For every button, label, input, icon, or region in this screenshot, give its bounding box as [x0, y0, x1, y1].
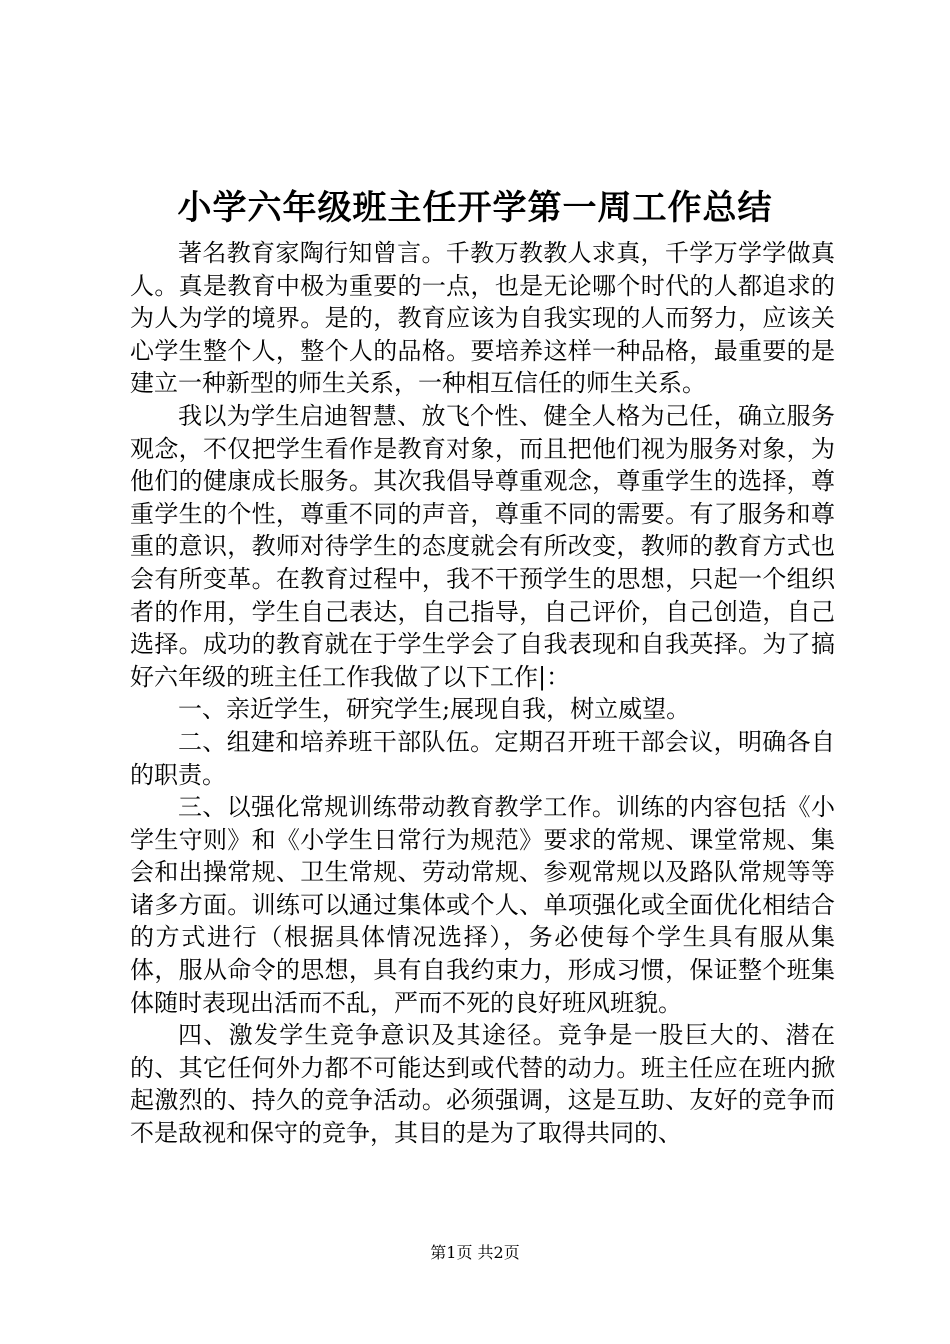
- page-number-footer: 第1页 共2页: [430, 1243, 520, 1262]
- paragraph-service-philosophy: 我以为学生启迪智慧、放飞个性、健全人格为己任，确立服务观念，不仅把学生看作是教育对象，而且把他们视为服务对象，为他们的健康成长服务。其次我倡导尊重观念，尊重学生的选择，尊重学生的个性，尊重不同的声音，尊重不同的需要。有了服务和尊重的意识，教师对待学生的态度就会有所改变，教师的教育方式也会有所变革。在教育过程中，我不干预学生的思想，只起一个组织者的作用，学生自己表达，自己指导，自己评价，自己创造，自己选择。成功的教育就在于学生学会了自我表现和自我英择。为了搞好六年级的班主任工作我做了以下工作|：: [130, 401, 835, 691]
- paragraph-point-one: 一、亲近学生，研究学生;展现自我，树立威望。: [178, 695, 691, 724]
- paragraph-point-four: 四、激发学生竞争意识及其途径。竞争是一股巨大的、潜在的、其它任何外力都不可能达到或代替的动力。班主任应在班内掀起激烈的、持久的竞争活动。必须强调，这是互助、友好的竞争而不是敌视和保守的竞争，其目的是为了取得共同的、: [130, 1021, 835, 1148]
- document-title: 小学六年级班主任开学第一周工作总结: [177, 188, 773, 228]
- paragraph-point-three: 三、以强化常规训练带动教育教学工作。训练的内容包括《小学生守则》和《小学生日常行为规范》要求的常规、课堂常规、集会和出操常规、卫生常规、劳动常规、参观常规以及路队常规等等诸多方面。训练可以通过集体或个人、单项强化或全面优化相结合的方式进行（根据具体情况选择），务必使每个学生具有服从集体，服从命令的思想，具有自我约束力，形成习惯，保证整个班集体随时表现出活而不乱，严而不死的良好班风班貌。: [130, 793, 835, 1017]
- paragraph-point-two: 二、组建和培养班干部队伍。定期召开班干部会议，明确各自的职责。: [130, 727, 835, 789]
- paragraph-intro: 著名教育家陶行知曾言。千教万教教人求真，千学万学学做真人。真是教育中极为重要的一点，也是无论哪个时代的人都追求的为人为学的境界。是的，教育应该为自我实现的人而努力，应该关心学生整个人，整个人的品格。要培养这样一种品格，最重要的是建立一种新型的师生关系，一种相互信任的师生关系。: [130, 239, 835, 398]
- document-body: [130, 237, 835, 1150]
